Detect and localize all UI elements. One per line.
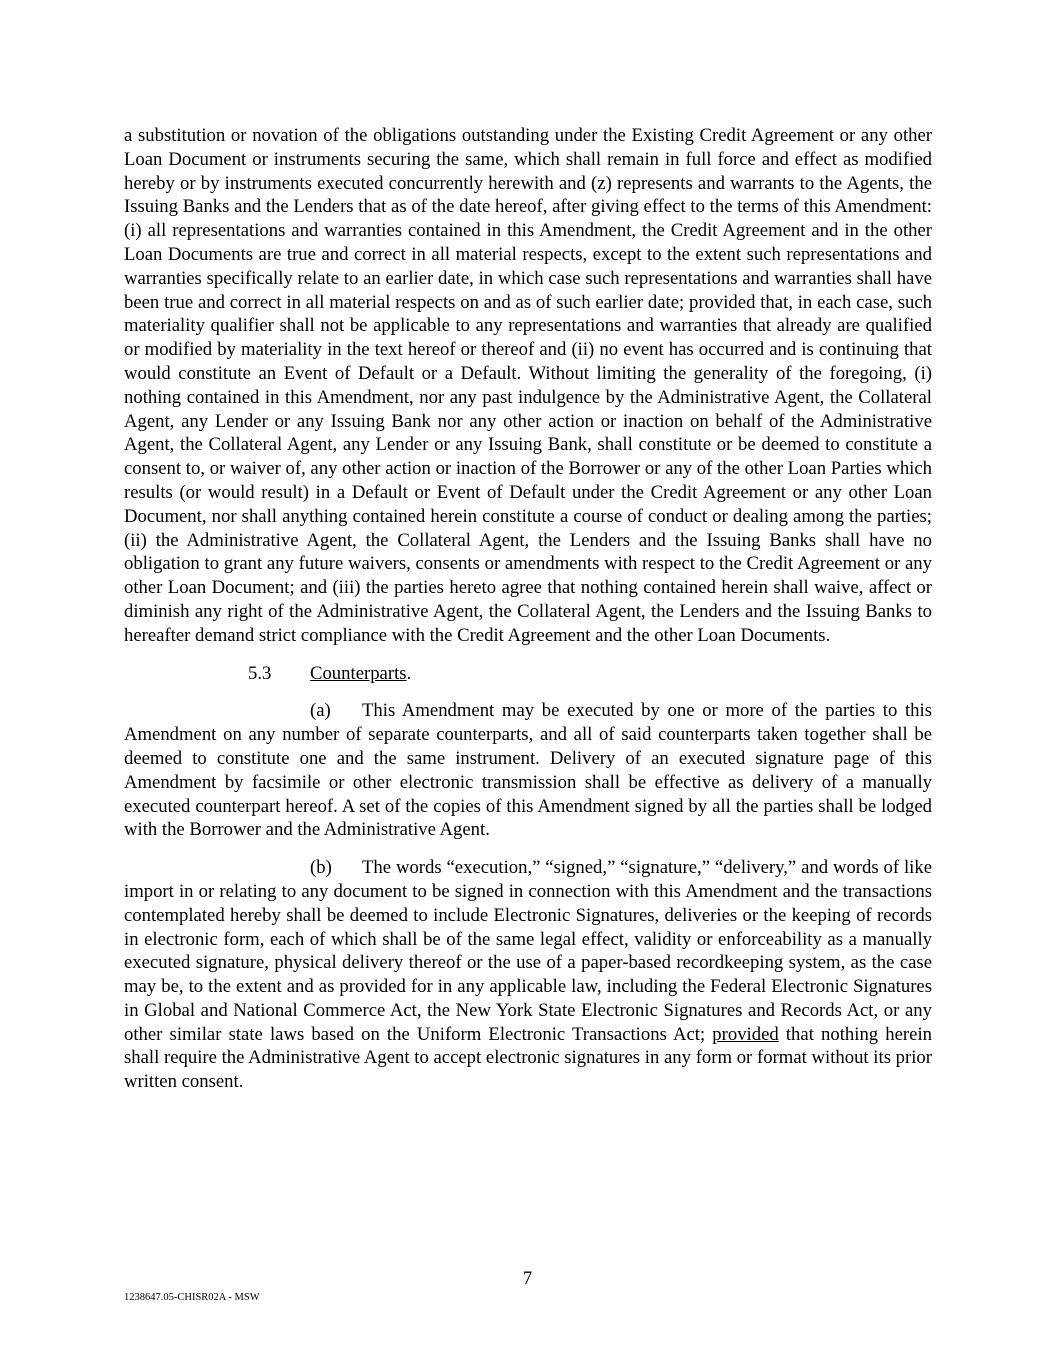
section-heading — [124, 662, 932, 686]
section-number: 5.3 — [248, 662, 272, 684]
section-title-suffix: . — [406, 662, 412, 684]
subsection-a — [124, 699, 932, 842]
subsection-b-text-after: that nothing herein shall require the Administrative Agent to accept electronic signatures in any form or format without its prior written consent. — [124, 1023, 932, 1093]
subsection-b-underlined-term: provided — [712, 1023, 779, 1045]
section-title: Counterparts — [310, 662, 407, 684]
subsection-a-text: This Amendment may be executed by one or more of the parties to this Amendment on any number of separate counterparts, and all of said counterparts taken together shall be deemed to constitute one and the same instrument. Delivery of an executed signature page of this Amendment by facsimile or other electronic transmission shall be effective as delivery of a manually executed counterpart hereof. A set of the copies of this Amendment signed by all the parties shall be lodged with the Borrower and the Administrative Agent. — [124, 700, 932, 841]
page-number: 7 — [522, 1268, 533, 1289]
subsection-b — [124, 856, 932, 1094]
subsection-b-text-before: The words “execution,” “signed,” “signature,” “delivery,” and words of like import in or relating to any document to be signed in connection with this Amendment and the transactions contemplated hereby shall be deemed to include Electronic Signatures, deliveries or the keeping of records in electronic form, each of which shall be of the same legal effect, validity or enforceability as a manually executed signature, physical delivery thereof or the use of a paper-based recordkeeping system, as the case may be, to the extent and as provided for in any applicable law, including the Federal Electronic Signatures in Global and National Commerce Act, the New York State Electronic Signatures and Records Act, or any other similar state laws based on the Uniform Electronic Transactions Act; — [124, 857, 932, 1045]
subsection-a-label: (a) — [310, 700, 331, 722]
subsection-b-label: (b) — [310, 857, 332, 879]
document-id: 1238647.05-CHISR02A - MSW — [124, 1292, 260, 1303]
continuation-paragraph: a substitution or novation of the obligations outstanding under the Existing Credit Agreement or any other Loan Document or instruments securing the same, which shall remain in full force and effect as modified hereby or by instruments executed concurrently herewith and (z) represents and warrants to the Agents, the Issuing Banks and the Lenders that as of the date hereof, after giving effect to the terms of this Amendment: (i) all representations and warranties contained in this Amendment, the Credit Agreement and in the other Loan Documents are true and correct in all material respects, except to the extent such representations and warranties specifically relate to an earlier date, in which case such representations and warranties shall have been true and correct in all material respects on and as of such earlier date; provided that, in each case, such materiality qualifier shall not be applicable to any representations and warranties that already are qualified or modified by materiality in the text hereof or thereof and (ii) no event has occurred and is continuing that would constitute an Event of Default or a Default. Without limiting the generality of the foregoing, (i) nothing contained in this Amendment, nor any past indulgence by the Administrative Agent, the Collateral Agent, any Lender or any Issuing Bank nor any other action or inaction on behalf of the Administrative Agent, the Collateral Agent, any Lender or any Issuing Bank, shall constitute or be deemed to constitute a consent to, or waiver of, any other action or inaction of the Borrower or any of the other Loan Parties which results (or would result) in a Default or Event of Default under the Credit Agreement or any other Loan Document, nor shall anything contained herein constitute a course of conduct or dealing among the parties; (ii) the Administrative Agent, the Collateral Agent, the Lenders and the Issuing Banks shall have no obligation to grant any future waivers, consents or amendments with respect to the Credit Agreement or any other Loan Document; and (iii) the parties hereto agree that nothing contained herein shall waive, affect or diminish any right of the Administrative Agent, the Collateral Agent, the Lenders and the Issuing Banks to hereafter demand strict compliance with the Credit Agreement and the other Loan Documents. — [124, 125, 932, 646]
document-page — [124, 124, 932, 1108]
